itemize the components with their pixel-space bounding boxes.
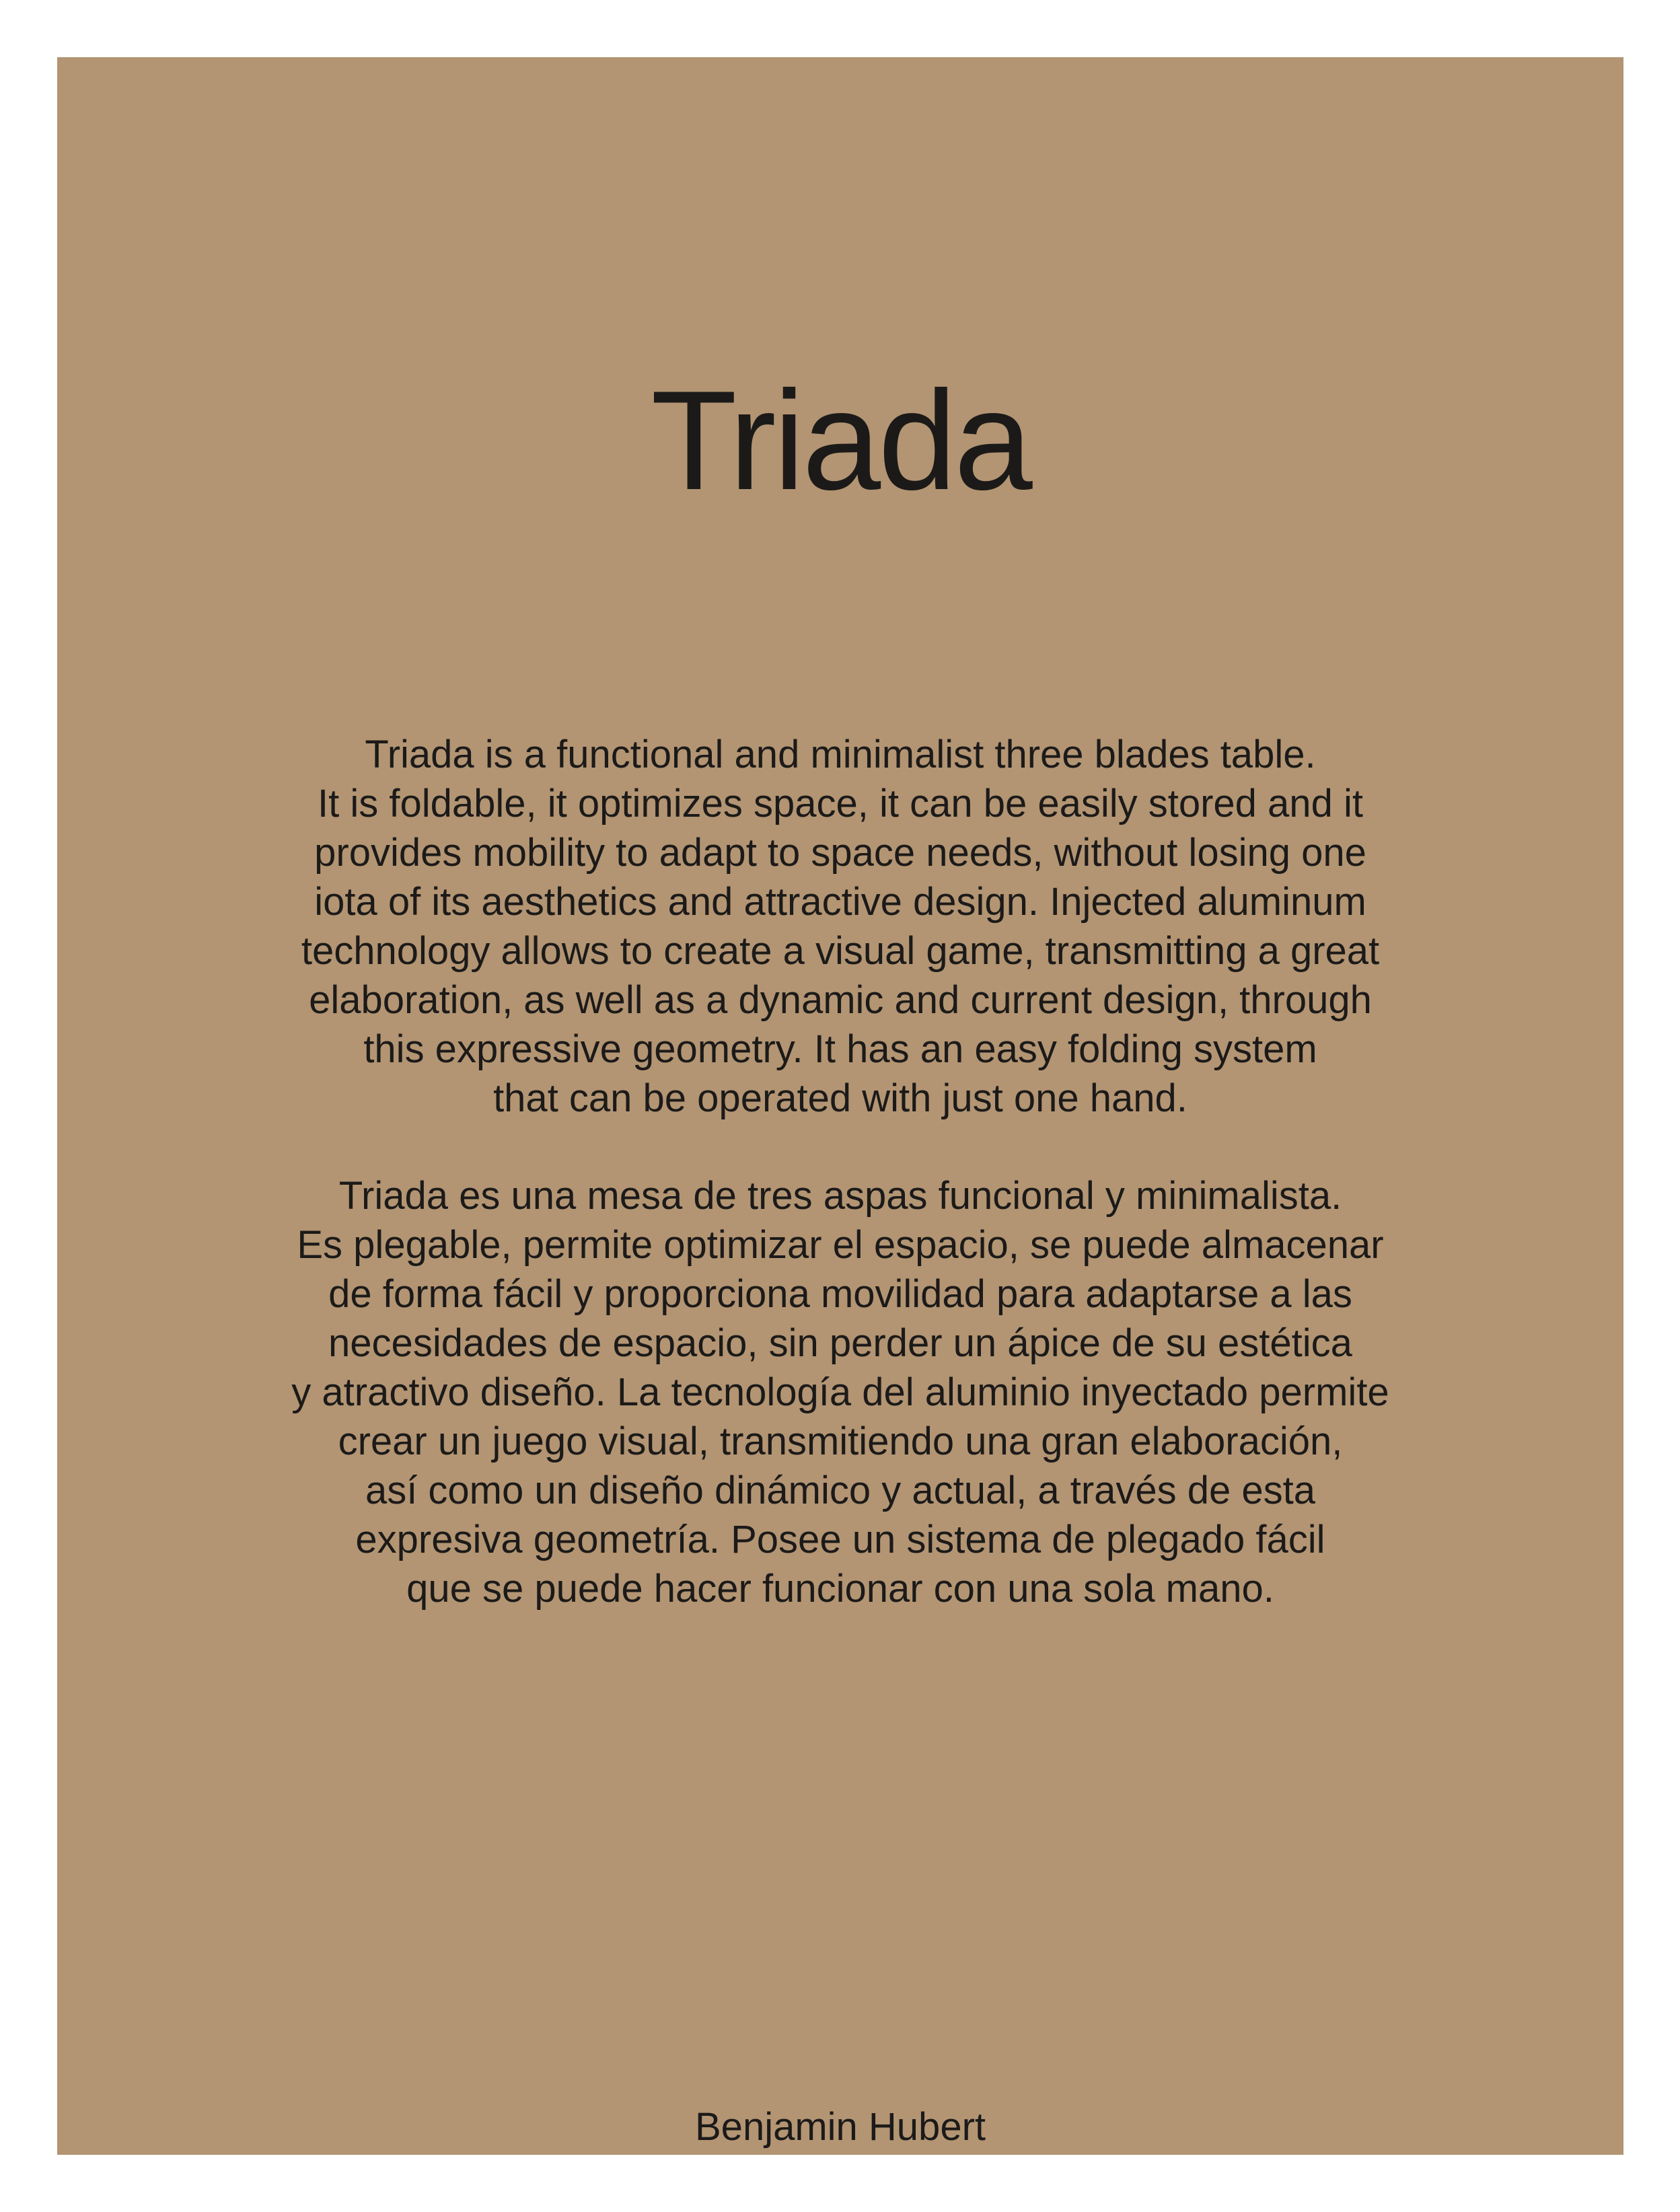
- description-line: Triada es una mesa de tres aspas funcional y minimalista.: [338, 1174, 1342, 1218]
- description-line: y atractivo diseño. La tecnología del aluminio inyectado permite: [291, 1370, 1389, 1414]
- description-line: this expressive geometry. It has an easy folding system: [363, 1027, 1317, 1071]
- description-line: crear un juego visual, transmitiendo una gran elaboración,: [338, 1420, 1343, 1463]
- page-title: Triada: [651, 361, 1030, 519]
- author-name: Benjamin Hubert: [695, 2105, 986, 2149]
- description-english: [57, 730, 1623, 1123]
- description-line: technology allows to create a visual game, transmitting a great: [301, 929, 1380, 973]
- description-line: así como un diseño dinámico y actual, a través de esta: [365, 1469, 1316, 1512]
- description-line: que se puede hacer funcionar con una sola mano.: [406, 1567, 1274, 1611]
- description-line: de forma fácil y proporciona movilidad para adaptarse a las: [328, 1272, 1352, 1316]
- description-line: expresiva geometría. Posee un sistema de plegado fácil: [355, 1518, 1325, 1561]
- description-line: It is foldable, it optimizes space, it can be easily stored and it: [318, 782, 1363, 825]
- description-line: elaboration, as well as a dynamic and current design, through: [309, 978, 1372, 1022]
- description-line: that can be operated with just one hand.: [493, 1076, 1188, 1120]
- description-line: Es plegable, permite optimizar el espacio, se puede almacenar: [297, 1223, 1384, 1267]
- description-line: Triada is a functional and minimalist three blades table.: [365, 733, 1316, 776]
- content-panel: [57, 57, 1623, 2155]
- description-line: necesidades de espacio, sin perder un ápice de su estética: [328, 1321, 1352, 1365]
- description-line: iota of its aesthetics and attractive design. Injected aluminum: [314, 880, 1366, 924]
- description-spanish: [57, 1171, 1623, 1613]
- description-line: provides mobility to adapt to space needs, without losing one: [314, 831, 1366, 875]
